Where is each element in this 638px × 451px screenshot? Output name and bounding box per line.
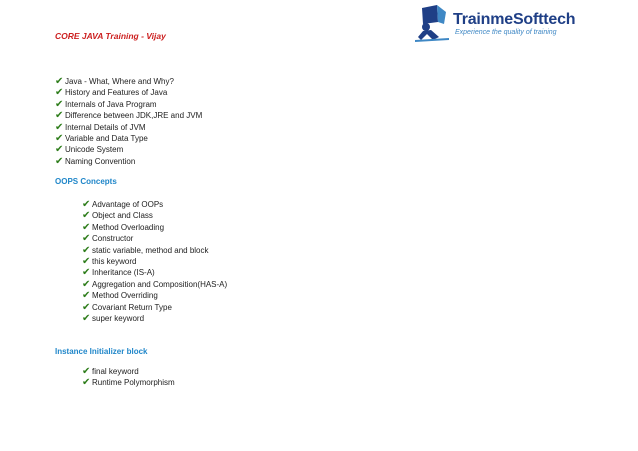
document-title: CORE JAVA Training - Vijay xyxy=(55,31,166,41)
checkmark-icon: ✔ xyxy=(82,290,91,302)
company-logo xyxy=(413,2,576,42)
instance-topic-list xyxy=(82,366,175,389)
list-item: ✔ Inheritance (IS-A) xyxy=(82,267,155,279)
list-item: ✔ Object and Class xyxy=(82,210,153,222)
list-item: ✔ Unicode System xyxy=(55,144,124,156)
trainee-mascot-icon xyxy=(413,2,453,42)
checkmark-icon: ✔ xyxy=(55,98,64,110)
logo-tagline: Experience the quality of training xyxy=(455,29,557,36)
oops-topic-list xyxy=(82,199,227,324)
list-item: ✔ Covariant Return Type xyxy=(82,301,172,313)
list-item: ✔ Difference between JDK,JRE and JVM xyxy=(55,110,203,122)
intro-topic-list xyxy=(55,76,202,167)
list-item: ✔ Runtime Polymorphism xyxy=(82,377,175,389)
checkmark-icon: ✔ xyxy=(82,255,91,267)
checkmark-icon: ✔ xyxy=(55,121,64,133)
checkmark-icon: ✔ xyxy=(82,278,91,290)
checkmark-icon: ✔ xyxy=(82,301,91,313)
list-item: ✔ Method Overloading xyxy=(82,221,165,233)
checkmark-icon: ✔ xyxy=(55,132,64,144)
checkmark-icon: ✔ xyxy=(55,144,64,156)
list-item: ✔ Java - What, Where and Why? xyxy=(55,76,174,87)
list-item: ✔ super keyword xyxy=(82,312,145,324)
logo-name: TrainmeSofttech xyxy=(453,11,576,28)
checkmark-icon: ✔ xyxy=(82,244,91,256)
checkmark-icon: ✔ xyxy=(82,366,91,377)
oops-section-heading: OOPS Concepts xyxy=(55,177,117,186)
list-item: ✔ History and Features of Java xyxy=(55,87,168,99)
checkmark-icon: ✔ xyxy=(82,199,91,210)
checkmark-icon: ✔ xyxy=(55,155,64,167)
checkmark-icon: ✔ xyxy=(82,221,91,233)
list-item: ✔ final keyword xyxy=(82,366,139,377)
checkmark-icon: ✔ xyxy=(55,110,64,122)
checkmark-icon: ✔ xyxy=(55,76,64,87)
checkmark-icon: ✔ xyxy=(82,267,91,279)
checkmark-icon: ✔ xyxy=(82,210,91,222)
list-item: ✔ Naming Convention xyxy=(55,155,136,167)
list-item: ✔ Aggregation and Composition(HAS-A) xyxy=(82,278,228,290)
list-item: ✔ Method Overriding xyxy=(82,290,158,302)
list-item: ✔ static variable, method and block xyxy=(82,244,209,256)
instance-block-heading: Instance Initializer block xyxy=(55,347,148,356)
list-item: ✔ Variable and Data Type xyxy=(55,132,148,144)
checkmark-icon: ✔ xyxy=(55,87,64,99)
list-item: ✔ Internals of Java Program xyxy=(55,98,157,110)
list-item: ✔ Advantage of OOPs xyxy=(82,199,164,210)
checkmark-icon: ✔ xyxy=(82,312,91,324)
list-item: ✔ this keyword xyxy=(82,255,137,267)
list-item: ✔ Internal Details of JVM xyxy=(55,121,146,133)
checkmark-icon: ✔ xyxy=(82,233,91,245)
checkmark-icon: ✔ xyxy=(82,377,91,389)
list-item: ✔ Constructor xyxy=(82,233,134,245)
